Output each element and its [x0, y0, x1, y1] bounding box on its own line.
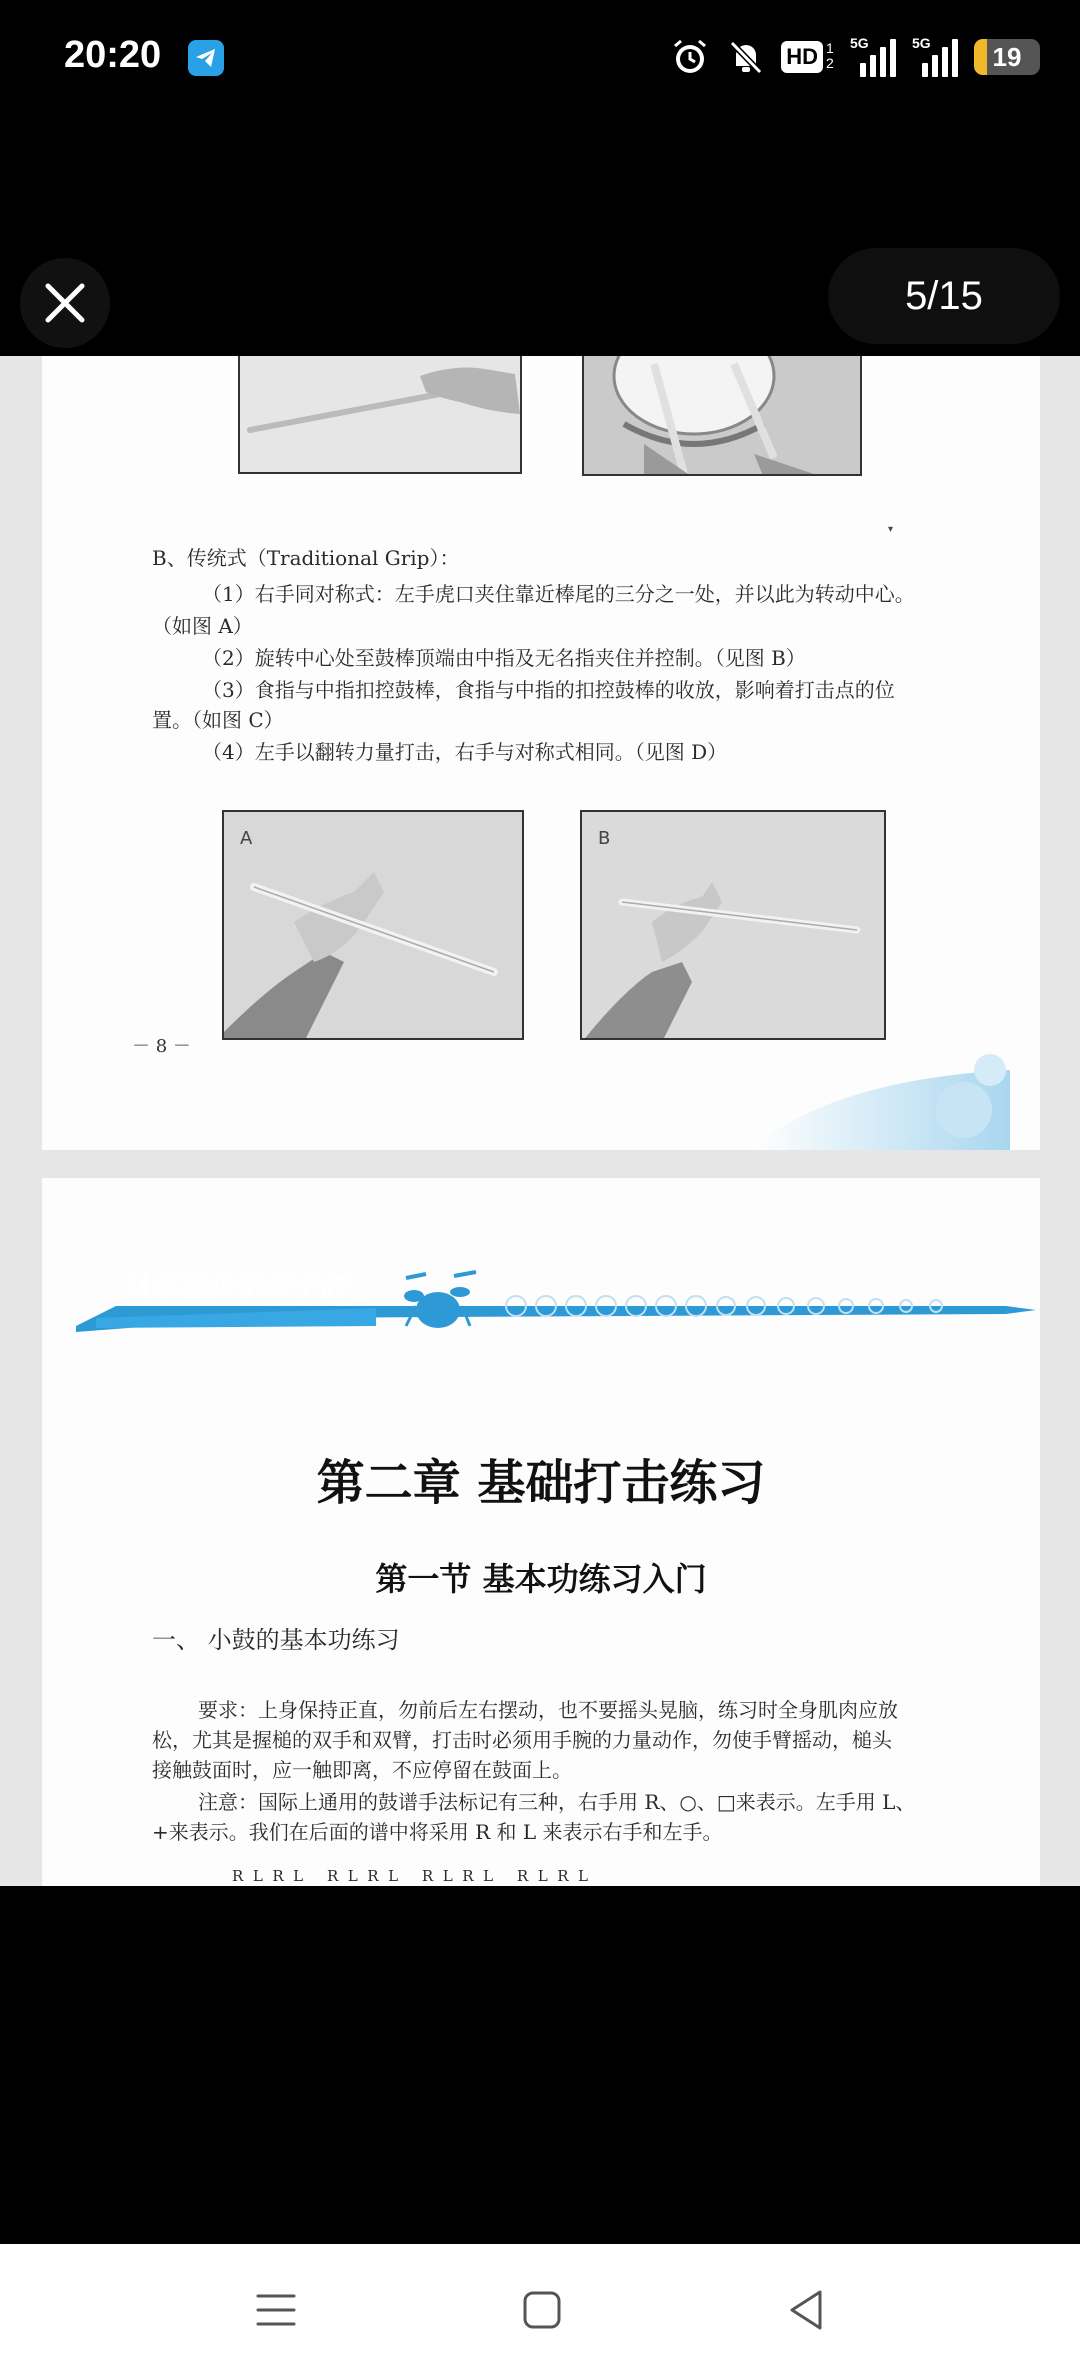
paragraph-line: 注意：国际上通用的鼓谱手法标记有三种，右手用 R、○、□来表示。左手用 L、 [198, 1790, 916, 1814]
text-line: （1）右手同对称式：左手虎口夹住靠近棒尾的三分之一处，并以此为转动中心。 [202, 582, 915, 606]
menu-icon [256, 2292, 296, 2328]
banner-title: 从零起步学架子鼓 [122, 1271, 347, 1304]
home-button[interactable] [510, 2278, 574, 2342]
chapter-title: 第二章 基础打击练习 [316, 1455, 766, 1511]
photo-a-label: A [240, 828, 253, 849]
alarm-icon [669, 36, 711, 78]
drum-kit-icon [404, 1272, 476, 1328]
document-page-8: ▾ B、传统式（Traditional Grip）： （1）右手同对称式：左手虎口夹住靠近棒尾的三分之一处，并以此为转动中心。 （如图 A） （2）旋转中心处至鼓棒顶端由中指及无名指夹住并控制。（见图 B） （3）食指与中指扣控鼓棒，食指与中指的扣控鼓棒的收放，影响着打击点的位 置。（如图 C） （4）左手以翻转力量打击，右手与对称式相同。（见图 D） A B － 8 － [42, 356, 1040, 1150]
sticking-notation-row: R L R L R L R L R L R L R L R L [232, 1867, 588, 1885]
traditional-grip-heading: B、传统式（Traditional Grip）： [152, 546, 460, 570]
back-button[interactable] [774, 2278, 838, 2342]
hd-sub: 1 2 [826, 40, 834, 71]
menu-button[interactable] [244, 2278, 308, 2342]
status-bar [0, 0, 1080, 120]
home-icon [522, 2290, 562, 2330]
close-icon [43, 281, 87, 325]
document-viewer[interactable] [0, 356, 1080, 1886]
text-line: （如图 A） [152, 614, 253, 638]
photo-b-label: B [598, 828, 611, 849]
telegram-icon [188, 40, 224, 76]
section-title: 第一节 基本功练习入门 [375, 1560, 707, 1598]
page-counter: 5/15 [828, 248, 1060, 344]
paragraph-line: 要求：上身保持正直，勿前后左右摆动，也不要摇头晃脑，练习时全身肌肉应放 [198, 1698, 898, 1722]
text-line: （4）左手以翻转力量打击，右手与对称式相同。（见图 D） [202, 740, 728, 764]
bell-mute-icon [725, 36, 767, 78]
clock: 20:20 [64, 34, 162, 76]
text-line: （2）旋转中心处至鼓棒顶端由中指及无名指夹住并控制。（见图 B） [202, 646, 806, 670]
photo-a-left-hand-grip [222, 810, 524, 1040]
network-2-label: 5G [912, 35, 931, 51]
back-icon [786, 2288, 826, 2332]
text-line: （3）食指与中指扣控鼓棒，食指与中指的扣控鼓棒的收放，影响着打击点的位 [202, 678, 895, 702]
photo-snare-drum-top-right [582, 356, 862, 476]
system-navigation-bar [0, 2244, 1080, 2376]
signal-icon [850, 37, 898, 77]
decorative-corner-graphic [750, 1040, 1030, 1150]
text-line: 置。（如图 C） [152, 708, 284, 732]
network-1-label: 5G [850, 35, 869, 51]
status-icons [669, 36, 1040, 78]
battery-level: 19 [992, 41, 1022, 72]
document-page-9 [42, 1178, 1040, 1886]
paragraph-line: 松，尤其是握槌的双手和双臂，打击时必须用手腕的力量动作，勿使手臂摇动，槌头 [152, 1728, 892, 1752]
close-button[interactable] [20, 258, 110, 348]
page-number: － 8 － [132, 1036, 191, 1057]
photo-b-middle-finger-grip [580, 810, 886, 1040]
hd-label: HD [781, 41, 823, 73]
paragraph-line: +来表示。我们在后面的谱中将采用 R 和 L 来表示右手和左手。 [152, 1820, 723, 1844]
subsection-title: 一、 小鼓的基本功练习 [152, 1626, 400, 1654]
viewer-header [0, 120, 1080, 356]
paragraph-line: 接触鼓面时，应一触即离，不应停留在鼓面上。 [152, 1758, 572, 1782]
signal-icon-2 [912, 37, 960, 77]
battery-icon [974, 39, 1040, 75]
photo-hand-grip-top-left [238, 356, 522, 474]
